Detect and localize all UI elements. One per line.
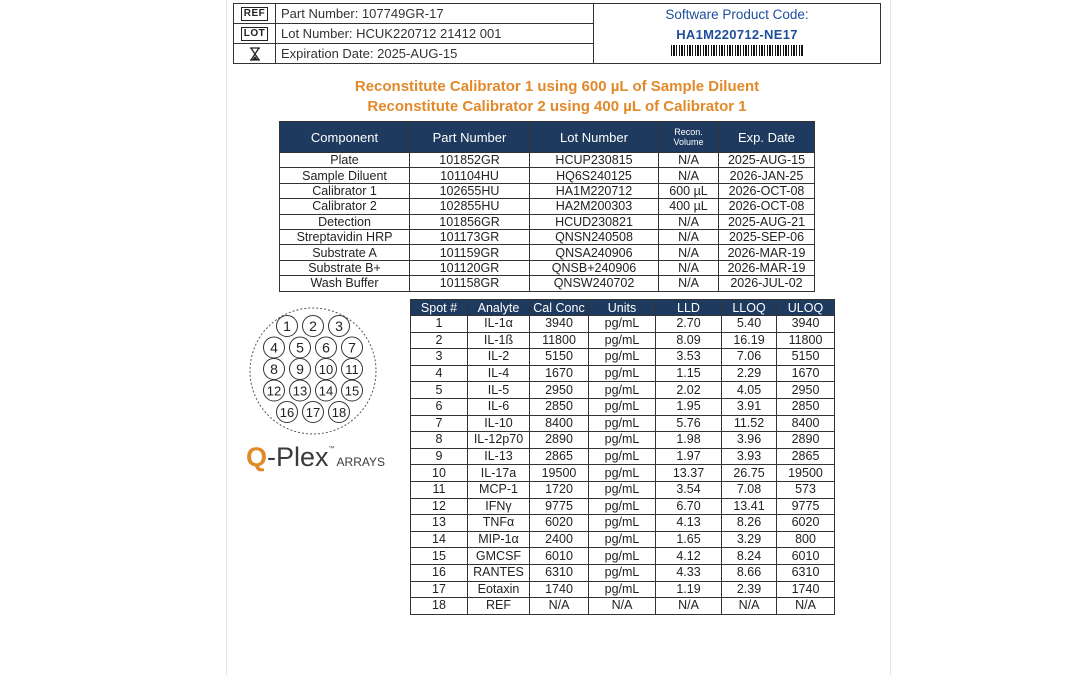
table-cell: RANTES — [468, 564, 530, 581]
table-cell: pg/mL — [589, 465, 656, 482]
table-cell: 2400 — [530, 531, 589, 548]
component-row — [280, 183, 815, 198]
table-cell: 8.24 — [722, 548, 777, 565]
table-cell: IL-1ß — [468, 332, 530, 349]
table-cell: pg/mL — [589, 349, 656, 366]
table-cell: 2865 — [530, 448, 589, 465]
column-header: LLOQ — [722, 300, 777, 316]
component-row — [280, 153, 815, 168]
table-cell: N/A — [777, 598, 835, 615]
table-cell: HCUD230821 — [530, 214, 659, 229]
expiration-row — [234, 44, 593, 63]
spot-label: 8 — [270, 361, 278, 377]
table-cell: 7.06 — [722, 349, 777, 366]
table-cell: Wash Buffer — [280, 276, 410, 291]
analyte-row — [411, 498, 835, 515]
component-row — [280, 168, 815, 183]
table-cell: HA2M200303 — [530, 199, 659, 214]
table-cell: IFNγ — [468, 498, 530, 515]
column-header: Analyte — [468, 300, 530, 316]
qplex-logo — [246, 442, 385, 473]
spot-label: 13 — [292, 383, 308, 399]
column-header: Component — [280, 122, 410, 153]
table-cell: 5.40 — [722, 316, 777, 333]
analyte-row — [411, 515, 835, 532]
table-cell: HCUP230815 — [530, 153, 659, 168]
analyte-row — [411, 349, 835, 366]
table-cell: pg/mL — [589, 365, 656, 382]
table-cell: IL-2 — [468, 349, 530, 366]
table-cell: 5.76 — [656, 415, 722, 432]
logo-arrays: ARRAYS — [336, 455, 385, 469]
table-cell: pg/mL — [589, 415, 656, 432]
analyte-row — [411, 316, 835, 333]
table-cell: 2.70 — [656, 316, 722, 333]
table-cell: IL-13 — [468, 448, 530, 465]
table-cell: Substrate B+ — [280, 260, 410, 275]
table-cell: 2025-AUG-15 — [719, 153, 815, 168]
lot-number-text: Lot Number: HCUK220712 21412 001 — [281, 26, 502, 41]
component-row — [280, 214, 815, 229]
table-cell: 2026-MAR-19 — [719, 245, 815, 260]
table-cell: pg/mL — [589, 564, 656, 581]
column-header: ULOQ — [777, 300, 835, 316]
table-cell: 3.93 — [722, 448, 777, 465]
page-edge-right — [890, 0, 891, 675]
table-cell: 8400 — [530, 415, 589, 432]
table-cell: 6310 — [530, 564, 589, 581]
table-cell: 26.75 — [722, 465, 777, 482]
table-cell: IL-6 — [468, 398, 530, 415]
spot-label: 4 — [270, 339, 278, 356]
part-number-text: Part Number: 107749GR-17 — [281, 6, 444, 21]
table-cell: 2026-JAN-25 — [719, 168, 815, 183]
table-cell: 2026-OCT-08 — [719, 199, 815, 214]
analyte-row — [411, 564, 835, 581]
table-cell: IL-12p70 — [468, 432, 530, 449]
table-cell: 101852GR — [410, 153, 530, 168]
table-cell: Substrate A — [280, 245, 410, 260]
component-row — [280, 260, 815, 275]
table-cell: 1720 — [530, 481, 589, 498]
table-cell: pg/mL — [589, 332, 656, 349]
table-cell: Sample Diluent — [280, 168, 410, 183]
table-cell: IL-10 — [468, 415, 530, 432]
table-cell: 4.12 — [656, 548, 722, 565]
table-cell: 13.37 — [656, 465, 722, 482]
table-cell: 3.91 — [722, 398, 777, 415]
table-cell: N/A — [659, 214, 719, 229]
table-cell: 16 — [411, 564, 468, 581]
component-row — [280, 276, 815, 291]
table-cell: HA1M220712 — [530, 183, 659, 198]
column-header: Spot # — [411, 300, 468, 316]
analyte-row — [411, 581, 835, 598]
barcode — [671, 45, 803, 56]
spot-label: 6 — [322, 339, 330, 356]
table-cell: pg/mL — [589, 531, 656, 548]
table-cell: 15 — [411, 548, 468, 565]
table-cell: QNSW240702 — [530, 276, 659, 291]
table-cell: 9 — [411, 448, 468, 465]
page-edge-left — [226, 0, 227, 675]
software-code-label: Software Product Code: — [665, 7, 809, 22]
table-cell: QNSN240508 — [530, 229, 659, 244]
table-cell: 6020 — [777, 515, 835, 532]
software-code-value: HA1M220712-NE17 — [676, 27, 798, 42]
table-cell: Plate — [280, 153, 410, 168]
table-cell: 102655HU — [410, 183, 530, 198]
hourglass-icon — [248, 47, 262, 61]
analyte-row — [411, 365, 835, 382]
table-cell: 6 — [411, 398, 468, 415]
table-cell: 14 — [411, 531, 468, 548]
table-cell: 11 — [411, 481, 468, 498]
table-cell: 1.95 — [656, 398, 722, 415]
table-cell: 2865 — [777, 448, 835, 465]
table-cell: 11.52 — [722, 415, 777, 432]
logo-tm: ™ — [328, 446, 335, 452]
table-cell: 3 — [411, 349, 468, 366]
table-cell: 5150 — [530, 349, 589, 366]
spot-layout-diagram — [248, 306, 378, 436]
table-cell: 1740 — [777, 581, 835, 598]
reconstitution-instruction-1: Reconstitute Calibrator 1 using 600 µL of Sample Diluent — [354, 78, 760, 95]
table-cell: 2026-JUL-02 — [719, 276, 815, 291]
table-cell: pg/mL — [589, 316, 656, 333]
table-cell: 8400 — [777, 415, 835, 432]
spot-label: 11 — [345, 362, 359, 377]
table-cell: N/A — [659, 229, 719, 244]
table-cell: 2.02 — [656, 382, 722, 399]
table-cell: pg/mL — [589, 498, 656, 515]
column-header: Units — [589, 300, 656, 316]
table-cell: MIP-1α — [468, 531, 530, 548]
spot-label: 9 — [296, 361, 304, 377]
table-cell: 5 — [411, 382, 468, 399]
component-row — [280, 245, 815, 260]
table-cell: TNFα — [468, 515, 530, 532]
logo-plex: -Plex — [267, 442, 329, 472]
table-cell: MCP-1 — [468, 481, 530, 498]
table-cell: 13.41 — [722, 498, 777, 515]
table-cell: 2890 — [777, 432, 835, 449]
table-cell: 1 — [411, 316, 468, 333]
table-cell: 11800 — [530, 332, 589, 349]
table-cell: pg/mL — [589, 432, 656, 449]
table-cell: 2025-AUG-21 — [719, 214, 815, 229]
component-row — [280, 199, 815, 214]
table-cell: IL-17a — [468, 465, 530, 482]
spot-label: 15 — [344, 383, 360, 399]
components-header-row — [280, 122, 815, 153]
table-cell: 1.19 — [656, 581, 722, 598]
table-cell: 1670 — [530, 365, 589, 382]
table-cell: 10 — [411, 465, 468, 482]
table-cell: N/A — [659, 153, 719, 168]
reconstitution-instruction-2: Reconstitute Calibrator 2 using 400 µL of Calibrator 1 — [367, 98, 747, 115]
table-cell: 2850 — [777, 398, 835, 415]
table-cell: 16.19 — [722, 332, 777, 349]
spot-label: 18 — [331, 405, 347, 420]
spot-label: 1 — [283, 318, 291, 334]
analyte-row — [411, 448, 835, 465]
components-table — [279, 121, 815, 292]
analyte-row — [411, 548, 835, 565]
table-cell: 9775 — [530, 498, 589, 515]
table-cell: 101856GR — [410, 214, 530, 229]
analyte-row — [411, 531, 835, 548]
table-cell: N/A — [659, 245, 719, 260]
table-cell: Calibrator 2 — [280, 199, 410, 214]
table-cell: 1.65 — [656, 531, 722, 548]
table-cell: 2026-MAR-19 — [719, 260, 815, 275]
lot-symbol: LOT — [241, 27, 269, 41]
column-header: Exp. Date — [719, 122, 815, 153]
table-cell: 1.97 — [656, 448, 722, 465]
table-cell: 6020 — [530, 515, 589, 532]
table-cell: 11800 — [777, 332, 835, 349]
header-identifiers — [234, 4, 594, 63]
table-cell: pg/mL — [589, 548, 656, 565]
table-cell: 2850 — [530, 398, 589, 415]
spot-label: 16 — [279, 405, 295, 420]
analyte-row — [411, 481, 835, 498]
table-cell: Calibrator 1 — [280, 183, 410, 198]
spot-label: 3 — [335, 318, 343, 334]
table-cell: N/A — [530, 598, 589, 615]
ref-symbol: REF — [241, 7, 269, 21]
table-cell: REF — [468, 598, 530, 615]
table-cell: N/A — [659, 276, 719, 291]
table-cell: 9775 — [777, 498, 835, 515]
column-header: Part Number — [410, 122, 530, 153]
logo-q: Q — [246, 442, 268, 472]
column-header: Lot Number — [530, 122, 659, 153]
table-cell: 2.29 — [722, 365, 777, 382]
table-cell: 1670 — [777, 365, 835, 382]
table-cell: Eotaxin — [468, 581, 530, 598]
lot-number-row — [234, 24, 593, 44]
table-cell: 4 — [411, 365, 468, 382]
table-cell: N/A — [659, 260, 719, 275]
table-cell: 1740 — [530, 581, 589, 598]
table-cell: 3940 — [530, 316, 589, 333]
table-cell: 6310 — [777, 564, 835, 581]
table-cell: N/A — [656, 598, 722, 615]
analyte-row — [411, 465, 835, 482]
table-cell: IL-4 — [468, 365, 530, 382]
table-cell: 101173GR — [410, 229, 530, 244]
table-cell: 2026-OCT-08 — [719, 183, 815, 198]
table-cell: 7.08 — [722, 481, 777, 498]
spot-label: 7 — [348, 339, 356, 356]
table-cell: 8 — [411, 432, 468, 449]
header-box — [233, 3, 881, 64]
table-cell: 3.29 — [722, 531, 777, 548]
analyte-row — [411, 332, 835, 349]
table-cell: 101120GR — [410, 260, 530, 275]
spot-label: 14 — [318, 383, 334, 399]
table-cell: 2890 — [530, 432, 589, 449]
table-cell: 4.13 — [656, 515, 722, 532]
table-cell: 2 — [411, 332, 468, 349]
table-cell: 3.53 — [656, 349, 722, 366]
part-number-row — [234, 4, 593, 24]
table-cell: 4.05 — [722, 382, 777, 399]
table-cell: 17 — [411, 581, 468, 598]
table-cell: 101104HU — [410, 168, 530, 183]
table-cell: 19500 — [777, 465, 835, 482]
table-cell: 4.33 — [656, 564, 722, 581]
table-cell: 8.09 — [656, 332, 722, 349]
table-cell: 2025-SEP-06 — [719, 229, 815, 244]
table-cell: 1.15 — [656, 365, 722, 382]
table-cell: IL-5 — [468, 382, 530, 399]
table-cell: 2950 — [777, 382, 835, 399]
table-cell: 3.96 — [722, 432, 777, 449]
table-cell: 19500 — [530, 465, 589, 482]
table-cell: 400 µL — [659, 199, 719, 214]
table-cell: 6.70 — [656, 498, 722, 515]
table-cell: HQ6S240125 — [530, 168, 659, 183]
table-cell: 3940 — [777, 316, 835, 333]
software-code-panel — [594, 4, 880, 63]
table-cell: pg/mL — [589, 581, 656, 598]
column-header: Cal Conc — [530, 300, 589, 316]
table-cell: Streptavidin HRP — [280, 229, 410, 244]
table-cell: QNSA240906 — [530, 245, 659, 260]
table-cell: 2.39 — [722, 581, 777, 598]
table-cell: 101158GR — [410, 276, 530, 291]
table-cell: Detection — [280, 214, 410, 229]
table-cell: N/A — [659, 168, 719, 183]
table-cell: 12 — [411, 498, 468, 515]
table-cell: 6010 — [530, 548, 589, 565]
table-cell: 573 — [777, 481, 835, 498]
table-cell: pg/mL — [589, 448, 656, 465]
analyte-row — [411, 432, 835, 449]
column-header: Recon. Volume — [659, 122, 719, 153]
table-cell: GMCSF — [468, 548, 530, 565]
table-cell: 600 µL — [659, 183, 719, 198]
table-cell: 102855HU — [410, 199, 530, 214]
table-cell: 1.98 — [656, 432, 722, 449]
table-cell: IL-1α — [468, 316, 530, 333]
analyte-row — [411, 415, 835, 432]
table-cell: pg/mL — [589, 515, 656, 532]
table-cell: pg/mL — [589, 382, 656, 399]
spot-label: 10 — [318, 362, 334, 377]
table-cell: 3.54 — [656, 481, 722, 498]
table-cell: 101159GR — [410, 245, 530, 260]
table-cell: 8.66 — [722, 564, 777, 581]
table-cell: 8.26 — [722, 515, 777, 532]
expiration-text: Expiration Date: 2025-AUG-15 — [281, 46, 458, 61]
table-cell: 13 — [411, 515, 468, 532]
table-cell: 800 — [777, 531, 835, 548]
table-cell: QNSB+240906 — [530, 260, 659, 275]
spot-label: 17 — [305, 405, 321, 420]
spot-label: 2 — [309, 318, 317, 334]
table-cell: 2950 — [530, 382, 589, 399]
analyte-row — [411, 598, 835, 615]
table-cell: N/A — [722, 598, 777, 615]
table-cell: pg/mL — [589, 481, 656, 498]
analyte-table — [410, 299, 835, 615]
table-cell: 18 — [411, 598, 468, 615]
table-cell: 7 — [411, 415, 468, 432]
analyte-header-row — [411, 300, 835, 316]
spot-label: 12 — [266, 383, 282, 399]
analyte-row — [411, 398, 835, 415]
table-cell: pg/mL — [589, 398, 656, 415]
component-row — [280, 229, 815, 244]
analyte-row — [411, 382, 835, 399]
table-cell: 5150 — [777, 349, 835, 366]
table-cell: N/A — [589, 598, 656, 615]
column-header: LLD — [656, 300, 722, 316]
spot-label: 5 — [296, 339, 304, 356]
table-cell: 6010 — [777, 548, 835, 565]
